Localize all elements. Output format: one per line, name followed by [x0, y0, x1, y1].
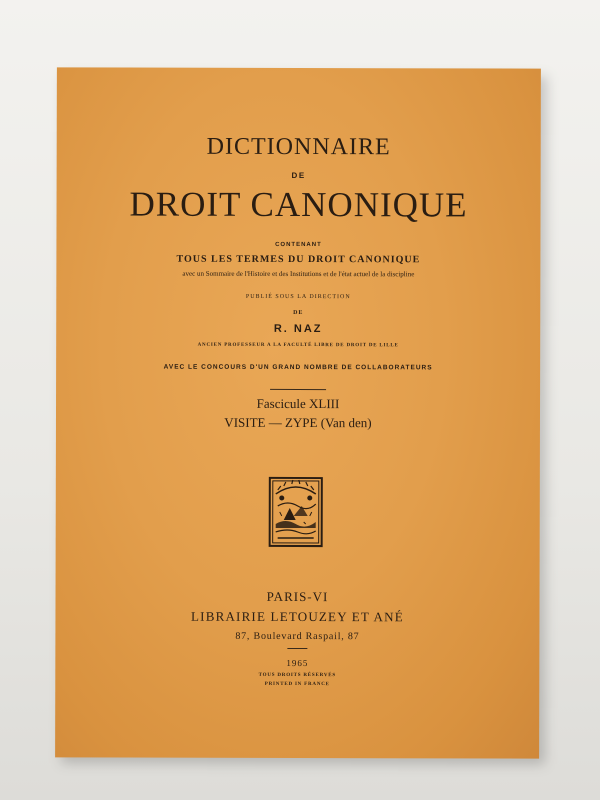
- connector-de-editor: DE: [293, 309, 304, 317]
- publisher-city: PARIS-VI: [266, 588, 329, 605]
- subtitle-sommaire: avec un Sommaire de l'Histoire et des Institutions et de l'état actuel de la discipline: [182, 269, 415, 279]
- divider-rule: [270, 389, 326, 390]
- book-cover: [55, 67, 541, 758]
- publisher-emblem-icon: [268, 476, 324, 548]
- title-connector-de: DE: [291, 170, 306, 181]
- divider-rule-small: [287, 648, 307, 649]
- fascicule-number: Fascicule XLIII: [256, 395, 340, 412]
- subtitle-contenant: CONTENANT: [275, 241, 322, 249]
- fascicule-range: VISITE — ZYPE (Van den): [224, 414, 372, 431]
- title-dictionnaire: DICTIONNAIRE: [206, 133, 391, 161]
- editor-title: ANCIEN PROFESSEUR A LA FACULTÉ LIBRE DE DROIT DE LILLE: [197, 342, 399, 349]
- publisher-name: LIBRAIRIE LETOUZEY ET ANÉ: [191, 608, 404, 625]
- editor-name: R. NAZ: [273, 322, 323, 336]
- rights-notice: TOUS DROITS RÉSERVÉS: [258, 672, 337, 679]
- publie-sous-la-direction: PUBLIÉ SOUS LA DIRECTION: [245, 293, 351, 301]
- title-droit-canonique: DROIT CANONIQUE: [129, 184, 468, 225]
- collaborators-line: AVEC LE CONCOURS D'UN GRAND NOMBRE DE COLLABORATEURS: [163, 363, 433, 372]
- printed-in-france: PRINTED IN FRANCE: [264, 681, 330, 688]
- publication-year: 1965: [286, 657, 309, 669]
- publisher-address: 87, Boulevard Raspail, 87: [235, 630, 360, 643]
- subtitle-tous-les-termes: TOUS LES TERMES DU DROIT CANONIQUE: [176, 253, 421, 266]
